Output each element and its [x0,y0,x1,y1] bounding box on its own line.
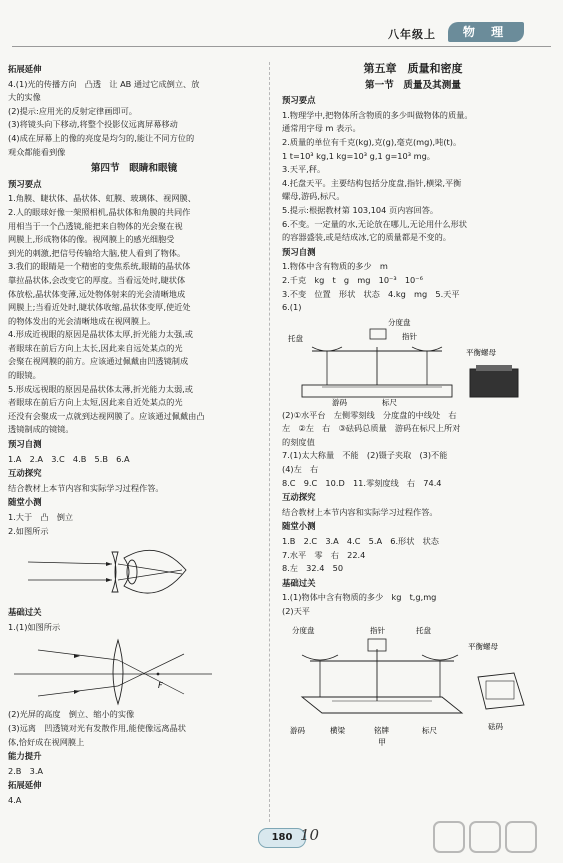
answer-line: 大的实像 [8,92,41,103]
answer-line: (2)提示:应用光的反射定律画即可。 [8,105,137,116]
tray-label: 托盘 [288,333,303,343]
answer-line: 左 ②左 右 ③砝码总质量 游码在标尺上所对 [282,423,461,434]
answer-line: (2)光屏的高度 倒立、缩小的实像 [8,709,135,720]
answer-line: 2.人的眼球好像一架照相机,晶状体和角膜的共同作 [8,206,191,217]
answer-block [8,192,260,437]
answer-line: 体,恰好成在视网膜上 [8,736,85,747]
answer-line: 1.物理学中,把物体所含物质的多少叫做物体的质量。 [282,109,473,120]
dial-label: 分度盘 [292,625,315,635]
watermark-logo [432,818,556,858]
section-heading: 预习要点 [282,95,316,106]
pointer-label: 指针 [402,331,417,341]
left-column [8,62,260,808]
section-heading: 能力提升 [8,751,42,762]
section-heading: 随堂小测 [282,521,316,532]
answer-line: 结合教材上本节内容和实际学习过程作答。 [8,482,164,493]
section-heading: 基础过关 [282,577,316,588]
answer-line: 5.形成远视眼的原因是晶状体太薄,折光能力太弱,或 [8,383,193,394]
column-divider [269,62,270,822]
answer-block [8,78,260,160]
section-heading: 随堂小测 [8,497,42,508]
answer-line: 7.(1)太大称量 不能 (2)镊子夹取 (3)不能 [282,450,448,461]
answer-line: 会聚在视网膜的前方。应该通过佩戴由凹透镜制成 [8,356,189,367]
balance-nut-label: 平衡螺母 [466,347,496,357]
answer-line: 3.天平,秤。 [282,164,326,175]
answer-block [282,506,544,520]
answer-block [8,794,260,808]
weights-label: 砝码 [488,721,503,731]
section-heading: 预习自测 [8,439,42,450]
answer-block [8,708,260,749]
rider-label: 游码 [332,397,347,407]
page-number: 180 [258,828,306,848]
answer-line: 通常用字母 m 表示。 [282,123,361,134]
answer-line: 的容器盛装,或是结成冰,它的质量都是不变的。 [282,232,451,243]
scale-label: 标尺 [382,397,397,407]
answer-line: 8.左 32.4 50 [282,563,344,574]
answer-block [8,621,260,635]
section-title: 第四节 眼睛和眼镜 [90,163,178,175]
answer-line: 螺母,游码,标尺。 [282,191,345,202]
answer-line: 透镜制成的镜镜。 [8,424,74,435]
answer-line: (4)左 右 [282,464,319,475]
answer-line: 5.提示:根据教材第 103,104 页内容回答。 [282,204,439,215]
rider-label: 游码 [290,725,305,735]
answer-block [282,409,544,491]
section-heading: 预习要点 [8,178,42,189]
answer-line: 1.B 2.C 3.A 4.C 5.A 6.形状 状态 [282,536,439,547]
section-heading: 拓展延伸 [8,780,42,791]
answer-line: 4.(1)光的传播方向 凸透 让 AB 通过它成倒立、放 [8,78,200,89]
answer-line: 1.大于 凸 倒立 [8,512,74,522]
answer-line: 2.如图所示 [8,525,49,536]
answer-line: 3.不变 位置 形状 状态 4.kg mg 5.天平 [282,288,460,299]
subject-badge: 物 理 [448,22,524,42]
figure-caption: 甲 [378,737,386,747]
answer-line: 网膜上;当看近处时,睫状体收缩,晶状体变厚,使近处 [8,302,191,313]
answer-line: 靠拉晶状体,会改变它的厚度。当看远处时,睫状体 [8,274,186,285]
answer-line: 8.C 9.C 10.D 11.零刻度线 右 74.4 [282,477,442,488]
pointer-label: 指针 [370,625,385,635]
answer-line: 观众都能看到像 [8,146,66,157]
header-rule [12,46,551,47]
answer-line: 到光的刺激,把信号传输给大脑,使人看到了物体。 [8,247,186,258]
answer-line: 的物体发出的光会清晰地成在视网膜上。 [8,315,156,326]
answer-block [282,535,544,576]
answer-block [8,482,260,496]
focal-point-label: F [158,681,163,691]
answer-block [8,511,260,538]
answer-block [8,765,260,779]
answer-line: 网膜上,形成物体的像。视网膜上的感光细胞受 [8,234,175,245]
answer-line: 3.我们的眼睛是一个精密的变焦系统,眼睛的晶状体 [8,261,191,272]
answer-line: 6.不变。一定量的水,无论放在哪儿,无论用什么形状 [282,218,467,229]
answer-line: 用相当于一个凸透镜,能把来自物体的光会聚在视 [8,220,183,231]
answer-line: 还没有会聚成一点就到达视网膜了。应该通过佩戴由凸 [8,410,205,421]
beam-label: 横梁 [330,725,345,735]
tray-label: 托盘 [416,625,431,635]
answer-line: (2)①水平台 左侧零刻线 分度盘的中线处 右 [282,409,457,420]
answer-line: 1 t=10³ kg,1 kg=10³ g,1 g=10³ mg。 [282,150,435,161]
answer-line: 1.角膜、睫状体、晶状体、虹膜、玻璃体、视网膜、 [8,193,196,204]
answer-block [8,453,260,467]
balance-figure-1 [282,317,542,407]
answer-line: 1.(1)物体中含有物质的多少 kg t,g,mg [282,592,437,603]
lens-ray-figure [8,636,218,706]
answer-line: 1.物体中含有物质的多少 m [282,261,388,272]
answer-block [282,109,544,245]
answer-line: 4.形成近视眼的原因是晶状体太厚,折光能力太强,或 [8,329,193,340]
answer-line: (3)将镜头向下移动,将整个投影仪远离屏幕移动 [8,119,178,130]
answer-line: 2.质量的单位有千克(kg),克(g),毫克(mg),吨(t)。 [282,136,462,147]
right-column [282,62,544,751]
scale-label: 标尺 [422,725,437,735]
answer-block [282,591,544,618]
section-title: 第一节 质量及其测量 [365,79,461,91]
handwritten-note: 10 [300,826,320,844]
dial-label: 分度盘 [388,317,411,327]
answer-line: 7.水平 零 右 22.4 [282,549,366,560]
answer-line: 的刻度值 [282,436,315,447]
answer-line: 2.千克 kg t g mg 10⁻³ 10⁻⁶ [282,274,423,285]
nameplate-label: 铭牌 [374,725,389,735]
answer-line: 者眼球在前后方向上太长,因此来自远处某点的光 [8,342,183,353]
answer-line: (3)远离 凹透镜对光有发散作用,能使像远离晶状 [8,722,186,733]
section-heading: 预习自测 [282,246,316,257]
balance-figure-2 [282,621,542,749]
answer-line: (2)天平 [282,606,310,616]
section-heading: 基础过关 [8,607,42,618]
grade-label: 八年级上 [388,28,436,41]
answer-line: 6.(1) [282,302,302,313]
answer-line: 的眼镜。 [8,370,41,381]
eye-correction-figure [8,540,208,604]
answer-line: 者眼球在前后方向上太短,因此来自近处某点的光 [8,397,183,408]
answer-line: 4.A [8,794,22,805]
section-heading: 互动探究 [8,468,42,479]
section-heading: 拓展延伸 [8,64,42,74]
answer-line: 2.B 3.A [8,765,44,776]
answer-line: 1.A 2.A 3.C 4.B 5.B 6.A [8,453,130,464]
answer-block [282,260,544,314]
answer-line: 结合教材上本节内容和实际学习过程作答。 [282,506,438,517]
chapter-title: 第五章 质量和密度 [363,62,463,75]
page-header [0,0,563,56]
answer-line: (4)成在屏幕上的像的亮度是均匀的,能让不同方位的 [8,132,195,143]
answer-line: 4.托盘天平。主要结构包括分度盘,指针,横梁,平衡 [282,177,462,188]
section-heading: 互动探究 [282,492,316,503]
balance-nut-label: 平衡螺母 [468,641,498,651]
answer-line: 1.(1)如图所示 [8,621,61,632]
answer-line: 体放松,晶状体变薄,远处物体射来的光会清晰地成 [8,288,186,299]
